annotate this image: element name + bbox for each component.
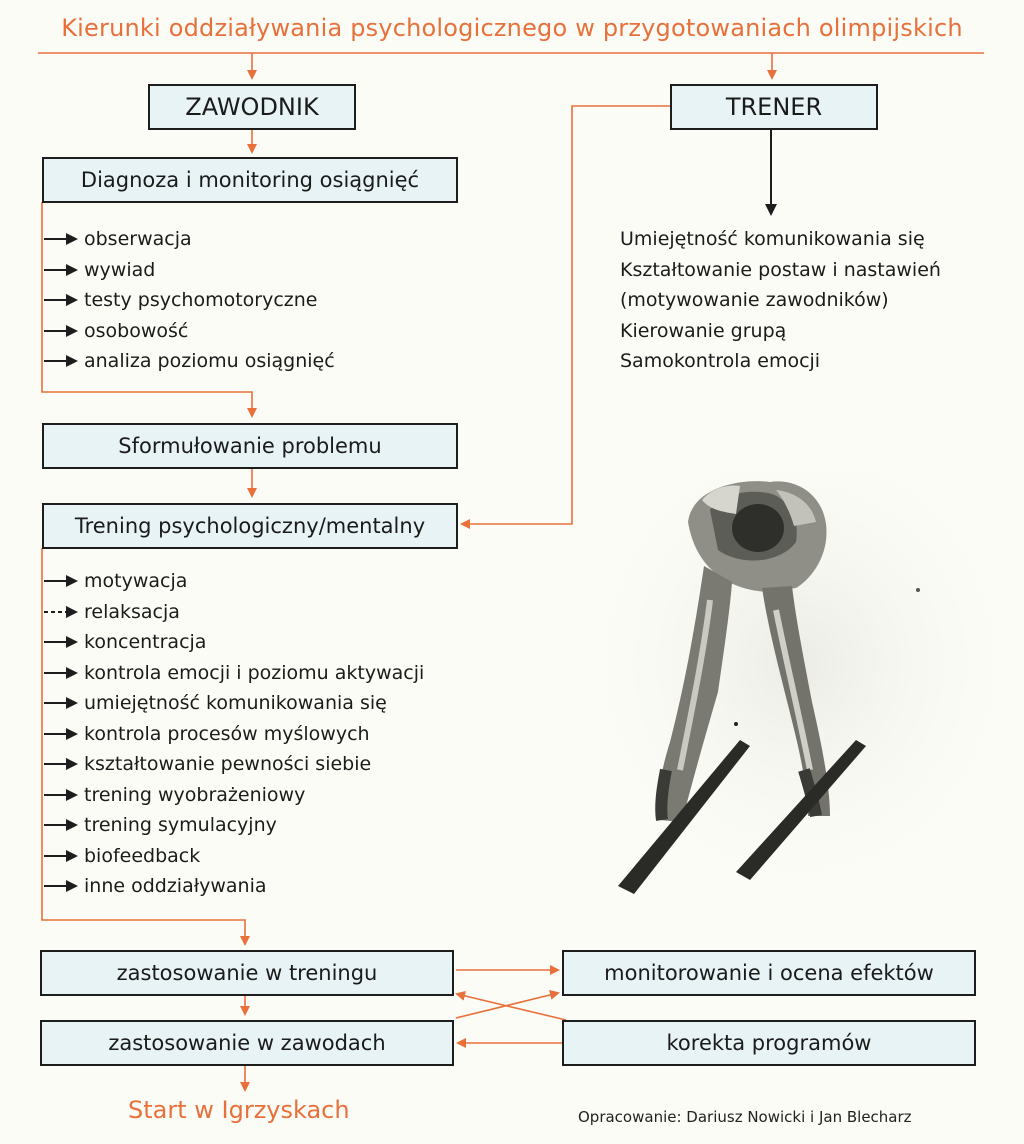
trener-list bbox=[620, 224, 941, 377]
trening-box: Trening psychologiczny/mentalny bbox=[42, 503, 458, 549]
arrow-korekta-trening bbox=[457, 994, 566, 1020]
list-item bbox=[44, 627, 424, 658]
arrow-right-icon bbox=[44, 636, 78, 648]
list-item bbox=[44, 316, 335, 347]
arrow-right-icon bbox=[44, 325, 78, 337]
diagnoza-item-label: osobowość bbox=[84, 319, 189, 342]
trening-item-label: biofeedback bbox=[84, 844, 201, 867]
list-item bbox=[44, 658, 424, 689]
list-item: Umiejętność komunikowania się bbox=[620, 228, 925, 250]
list-item bbox=[44, 285, 335, 316]
trening-item-label: motywacja bbox=[84, 570, 188, 592]
list-item bbox=[44, 719, 424, 750]
diagnoza-item-label: testy psychomotoryczne bbox=[84, 289, 318, 311]
list-item bbox=[44, 346, 335, 377]
arrow-right-icon bbox=[44, 606, 78, 618]
list-item bbox=[44, 597, 424, 628]
trening-item-label: trening wyobrażeniowy bbox=[84, 783, 306, 806]
arrow-right-icon bbox=[44, 667, 78, 679]
zawodnik-box: ZAWODNIK bbox=[148, 84, 356, 130]
korekta-box: korekta programów bbox=[562, 1020, 976, 1066]
list-item bbox=[44, 871, 424, 902]
diagnoza-box: Diagnoza i monitoring osiągnięć bbox=[42, 157, 458, 203]
list-item bbox=[44, 255, 335, 286]
trening-item-label: relaksacja bbox=[84, 600, 180, 623]
arrow-right-icon bbox=[44, 233, 78, 245]
list-item: Samokontrola emocji bbox=[620, 350, 821, 372]
arrow-right-icon bbox=[44, 758, 78, 770]
arrow-right-icon bbox=[44, 575, 78, 587]
arrow-right-icon bbox=[44, 850, 78, 862]
trening-item-label: kształtowanie pewności siebie bbox=[84, 753, 372, 775]
diagram-title: Kierunki oddziaływania psychologicznego w przygotowaniach olimpijskich bbox=[61, 14, 963, 42]
list-item bbox=[44, 749, 424, 780]
skier-photo bbox=[600, 470, 1000, 900]
trening-item-label: kontrola procesów myślowych bbox=[84, 722, 370, 745]
problem-box: Sformułowanie problemu bbox=[42, 423, 458, 469]
diagnoza-item-label: analiza poziomu osiągnięć bbox=[84, 350, 335, 372]
list-item bbox=[44, 841, 424, 872]
arrow-right-icon bbox=[44, 728, 78, 740]
credit-text: Opracowanie: Dariusz Nowicki i Jan Blecharz bbox=[578, 1108, 912, 1126]
arrow-right-icon bbox=[44, 294, 78, 306]
trening-item-label: kontrola emocji i poziomu aktywacji bbox=[84, 661, 425, 684]
arrow-right-icon bbox=[44, 264, 78, 276]
arrow-right-icon bbox=[44, 819, 78, 831]
list-item bbox=[44, 810, 424, 841]
arrow-right-icon bbox=[44, 880, 78, 892]
trening-item-label: inne oddziaływania bbox=[84, 875, 267, 897]
list-item: Kształtowanie postaw i nastawień bbox=[620, 258, 941, 281]
trening-item-label: trening symulacyjny bbox=[84, 814, 277, 836]
monitorowanie-box: monitorowanie i ocena efektów bbox=[562, 950, 976, 996]
diagnoza-list bbox=[44, 224, 335, 377]
arrow-right-icon bbox=[44, 697, 78, 709]
start-label: Start w Igrzyskach bbox=[128, 1096, 350, 1124]
list-item bbox=[44, 566, 424, 597]
list-item bbox=[44, 224, 335, 255]
list-item bbox=[44, 780, 424, 811]
zastosowanie-zawody-box: zastosowanie w zawodach bbox=[40, 1020, 454, 1066]
zastosowanie-trening-box: zastosowanie w treningu bbox=[40, 950, 454, 996]
list-item: Kierowanie grupą bbox=[620, 319, 787, 342]
trening-item-label: umiejętność komunikowania się bbox=[84, 692, 387, 714]
list-item bbox=[44, 688, 424, 719]
trening-item-label: koncentracja bbox=[84, 631, 207, 653]
trening-list bbox=[44, 566, 424, 902]
list-item: (motywowanie zawodników) bbox=[620, 289, 889, 311]
arrow-right-icon bbox=[44, 789, 78, 801]
diagnoza-item-label: obserwacja bbox=[84, 228, 192, 250]
trener-box: TRENER bbox=[670, 84, 878, 130]
diagnoza-item-label: wywiad bbox=[84, 258, 156, 281]
arrow-right-icon bbox=[44, 355, 78, 367]
